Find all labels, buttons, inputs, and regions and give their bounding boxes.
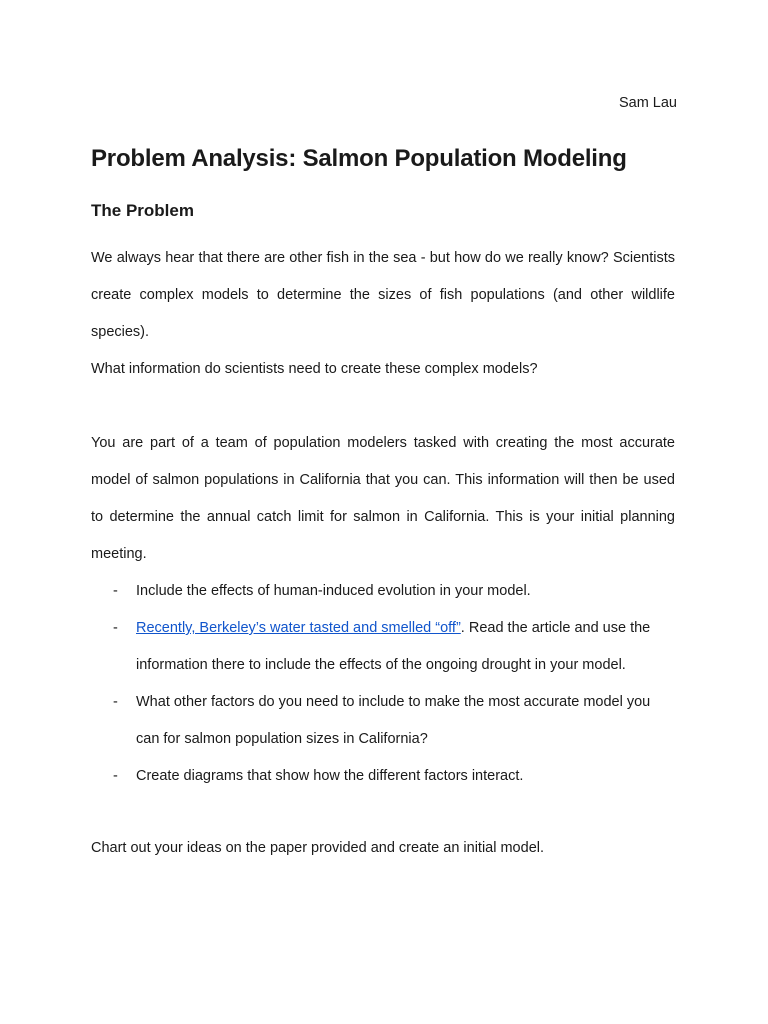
closing-paragraph: Chart out your ideas on the paper provided and create an initial model. — [91, 840, 545, 856]
bullet-dash: - — [113, 620, 118, 636]
intro-paragraph: We always hear that there are other fish in the sea - but how do we really know? Scientists create complex models to determine the sizes of fish populations (and other wildlife species). — [91, 250, 675, 340]
list-item-text: What other factors do you need to include to make the most accurate model you can for salmon population sizes in California? — [136, 694, 651, 747]
list-item — [91, 573, 675, 610]
requirements-list — [91, 573, 675, 795]
author-name: Sam Lau — [618, 95, 677, 111]
task-paragraph: You are part of a team of population modelers tasked with creating the most accurate model of salmon populations in California that you can. This information will then be used to determine the annual catch limit for salmon in California. This is your initial planning meeting. — [91, 435, 675, 562]
list-item — [91, 758, 675, 795]
section-heading: The Problem — [91, 201, 194, 220]
list-item-text: Create diagrams that show how the different factors interact. — [136, 768, 524, 784]
list-item — [91, 610, 675, 684]
list-item-text: Include the effects of human-induced evolution in your model. — [136, 583, 531, 599]
bullet-dash: - — [113, 694, 118, 710]
question-paragraph: What information do scientists need to create these complex models? — [91, 361, 538, 377]
page-title: Problem Analysis: Salmon Population Modeling — [91, 145, 627, 172]
list-item — [91, 684, 675, 758]
bullet-dash: - — [113, 768, 118, 784]
bullet-dash: - — [113, 583, 118, 599]
list-item-text: . Read the article and use the information there to include the effects of the ongoing drought in your model. — [136, 620, 651, 673]
article-link[interactable]: Recently, Berkeley’s water tasted and smelled “off” — [136, 620, 461, 636]
